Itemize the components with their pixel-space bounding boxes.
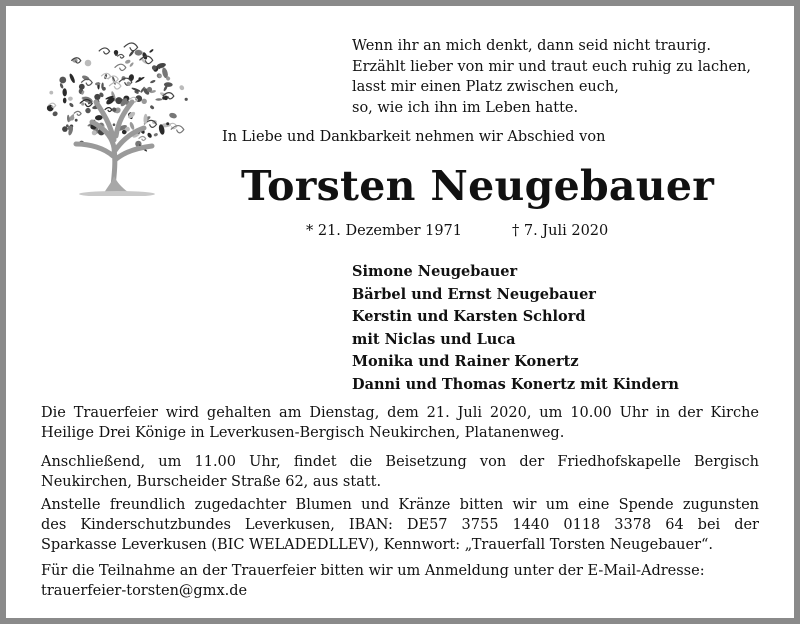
leaf-ornament — [143, 114, 148, 125]
donation-paragraph — [41, 495, 759, 555]
leaf-ornament — [153, 132, 158, 136]
burial-paragraph — [41, 452, 759, 492]
leaf-ornament — [125, 59, 132, 64]
contact-email: trauerfeier-torsten@gmx.de — [41, 583, 248, 599]
leaf-ornament — [178, 84, 185, 91]
paragraph-line: des Kinderschutzbundes Leverkusen, IBAN: DE57 3755 1440 0118 3378 64 bei der — [41, 517, 759, 533]
paragraph-line: Sparkasse Leverkusen (BIC WELADEDLLEV), Kennwort: „Trauerfall Torsten Neugebauer“. — [41, 537, 714, 553]
leaf-ornament — [135, 76, 145, 83]
leaf-ornament — [185, 98, 188, 101]
leaf-ornament — [125, 127, 130, 132]
mourners-list — [352, 261, 679, 396]
leaf-ornament — [158, 75, 161, 78]
obituary-page — [6, 6, 794, 618]
leaf-ornament — [139, 137, 146, 141]
leaf-ornament — [63, 98, 67, 104]
leaf-ornament — [75, 119, 78, 122]
death-date: † 7. Juli 2020 — [512, 223, 609, 239]
leaf-ornament — [81, 75, 90, 82]
leaf-ornament — [113, 123, 116, 126]
leaf-ornament — [171, 126, 184, 133]
leaf-ornament — [68, 73, 75, 84]
leaf-ornament — [62, 126, 68, 132]
mourner: Kerstin und Karsten Schlord — [352, 308, 586, 325]
paragraph-line: Heilige Drei Könige in Leverkusen-Bergisch Neukirchen, Platanenweg. — [41, 425, 565, 441]
leaf-ornament — [162, 96, 166, 100]
leaf-ornament — [164, 82, 173, 87]
mourner: Danni und Thomas Konertz mit Kindern — [352, 375, 679, 393]
leaf-ornament — [149, 49, 154, 54]
leaf-ornament — [168, 112, 177, 119]
leaf-ornament — [47, 105, 54, 112]
leaf-ornament — [155, 98, 162, 101]
leaf-ornament — [94, 94, 100, 100]
leaf-ornament — [92, 130, 97, 135]
leaf-ornament — [79, 84, 85, 90]
leaf-ornament — [62, 88, 67, 96]
paragraph-line: Für die Teilnahme an der Trauerfeier bitten wir um Anmeldung unter der E-Mail-Adresse: — [41, 563, 705, 579]
leaf-ornament — [147, 87, 152, 92]
poem-line: Erzählt lieber von mir und traut euch ruhig zu lachen, — [352, 58, 751, 75]
leaf-ornament — [85, 60, 92, 67]
paragraph-line: Die Trauerfeier wird gehalten am Dienstag, dem 21. Juli 2020, um 10.00 Uhr in der Kirche — [41, 405, 759, 421]
birth-date: * 21. Dezember 1971 — [306, 223, 463, 239]
leaf-ornament — [126, 81, 132, 87]
leaf-ornament — [124, 43, 138, 51]
poem-line: Wenn ihr an mich denkt, dann seid nicht traurig. — [352, 38, 712, 54]
mourner: mit Niclas und Luca — [352, 330, 516, 348]
leaf-ornament — [112, 108, 116, 112]
leaf-ornament — [74, 111, 81, 115]
funeral-service-paragraph — [41, 403, 759, 443]
leaf-ornament — [85, 108, 90, 113]
leaf-ornament — [105, 108, 112, 112]
leaf-ornament — [69, 102, 75, 108]
leaf-ornament — [52, 111, 59, 118]
leaf-ornament — [117, 54, 124, 58]
paragraph-line: Anschließend, um 11.00 Uhr, findet die Beisetzung von der Friedhofskapelle Bergisch — [41, 454, 759, 470]
leaf-ornament — [68, 96, 74, 101]
paragraph-line: Neukirchen, Burscheider Straße 62, aus statt. — [41, 474, 382, 490]
deceased-name: Torsten Neugebauer — [241, 162, 715, 210]
poem-line: so, wie ich ihn im Leben hatte. — [352, 99, 579, 116]
leaf-ornament — [99, 48, 110, 54]
leaf-ornament — [147, 132, 153, 139]
tree-of-life-illustration — [40, 36, 194, 196]
mourner: Bärbel und Ernst Neugebauer — [352, 285, 596, 303]
leaf-ornament — [115, 64, 126, 70]
leaf-ornament — [150, 79, 156, 83]
leaf-ornament — [81, 102, 84, 105]
leaf-ornament — [166, 122, 169, 125]
leaf-ornament — [129, 62, 134, 68]
leaf-ornament — [59, 83, 64, 89]
poem — [352, 36, 772, 118]
registration-paragraph — [41, 561, 759, 601]
mourner: Simone Neugebauer — [352, 263, 518, 280]
life-dates — [306, 221, 609, 241]
leaf-ornament — [142, 99, 147, 104]
leaf-ornament — [49, 91, 53, 95]
mourner: Monika und Rainer Konertz — [352, 353, 579, 370]
paragraph-line: Anstelle freundlich zugedachter Blumen und Kränze bitten wir um eine Spende zugunsten — [41, 497, 759, 513]
leaf-ornament — [149, 105, 154, 110]
poem-line: lasst mir einen Platz zwischen euch, — [352, 79, 619, 95]
leaf-ornament — [95, 82, 101, 86]
farewell-intro: In Liebe und Dankbarkeit nehmen wir Abschied von — [222, 129, 606, 145]
leaf-ornament — [59, 77, 66, 84]
